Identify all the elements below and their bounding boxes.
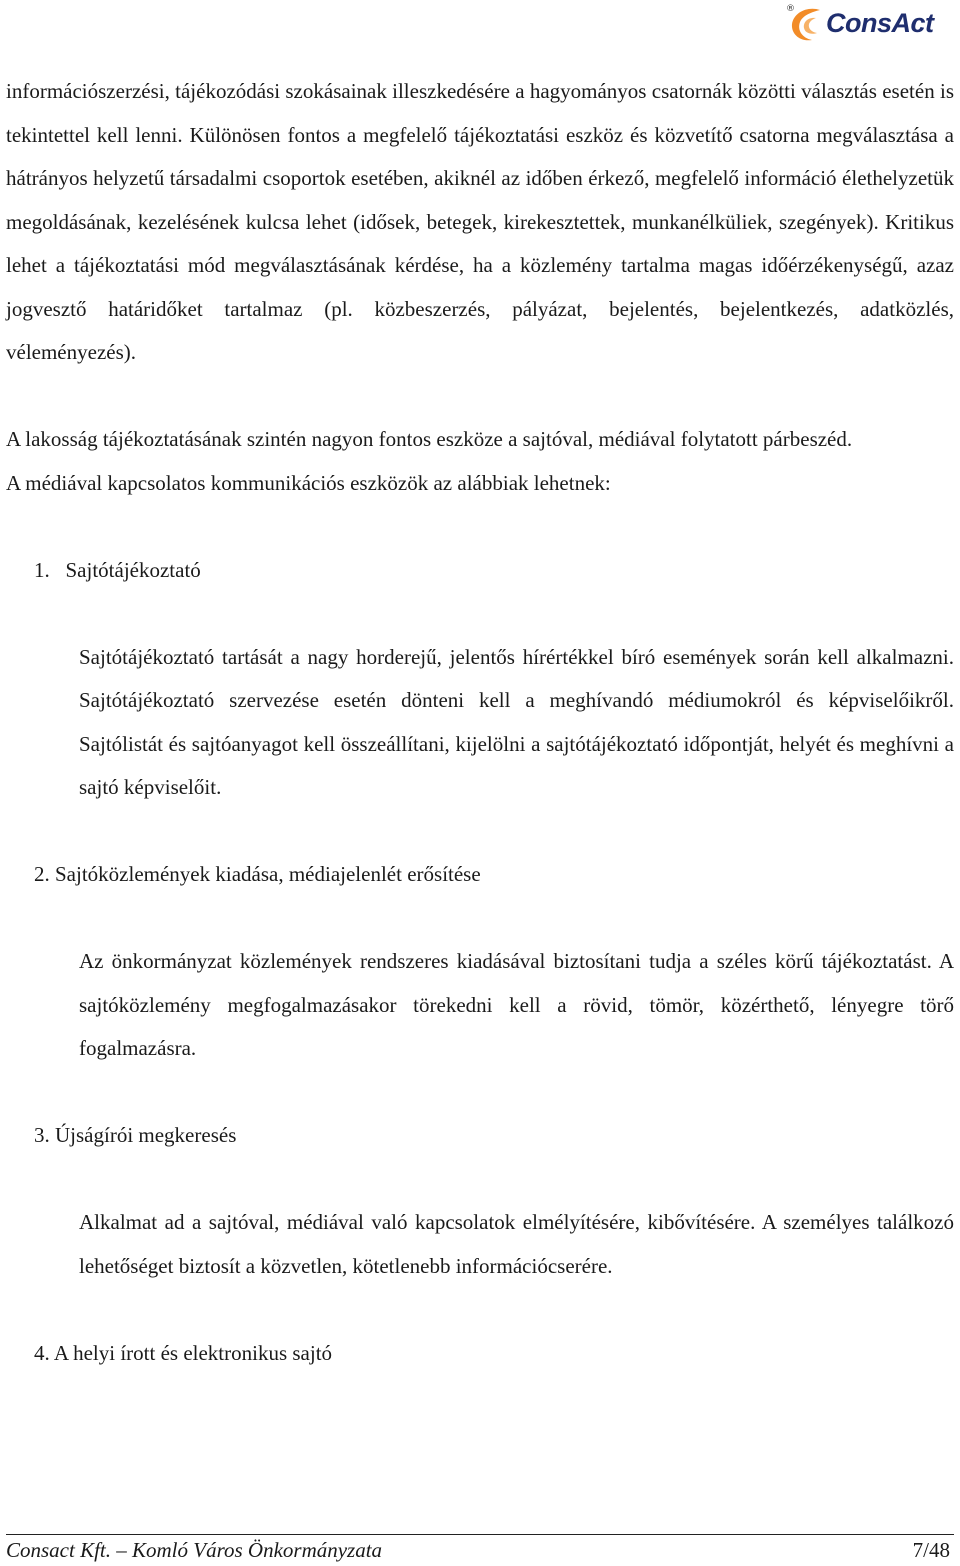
registered-mark: ® <box>786 4 795 14</box>
logo-mark-icon <box>786 4 826 44</box>
paragraph-tools-intro: A médiával kapcsolatos kommunikációs eszközök az alábbiak lehetnek: <box>6 470 611 495</box>
footer-title: Consact Kft. – Komló Város Önkormányzata <box>6 1538 383 1562</box>
list-item-heading: 2. Sajtóközlemények kiadása, médiajelenlét erősítése <box>34 862 481 886</box>
paragraph-media-dialogue: A lakosság tájékoztatásának szintén nagyon fontos eszköze a sajtóval, médiával folytatott párbeszéd. <box>6 427 853 451</box>
list-item-heading: 3. Újságírói megkeresés <box>34 1123 237 1147</box>
list-item-text: Sajtótájékoztató tartását a nagy horderejű, jelentős hírértékkel bíró események során kell alkalmazni. Sajtótájékoztató szervezése esetén dönteni kell a meghívandó médiumokról és képviselőikről. Sajtólistát és sajtóanyagot kell összeállítani, kijelölni a sajtótájékoztató időpontját, helyét és meghívni a sajtó képviselőit. <box>79 644 954 799</box>
consact-logo <box>784 4 952 44</box>
list-item-text: Alkalmat ad a sajtóval, médiával való kapcsolatok elmélyítésére, kibővítésére. A személyes találkozó lehetőséget biztosít a közvetlen, kötetlenebb információcserére. <box>79 1210 954 1278</box>
document-body <box>6 70 954 1375</box>
logo-wordmark: ConsAct <box>826 8 934 38</box>
page-number: 7/48 <box>912 1538 950 1562</box>
list-item-heading: 4. A helyi írott és elektronikus sajtó <box>34 1340 333 1365</box>
paragraph-intro: információszerzési, tájékozódási szokásainak illeszkedésére a hagyományos csatornák közötti választás esetén is tekintettel kell lenni. Különösen fontos a megfelelő tájékoztatási eszköz és közvetítő csatorna megválasztása a hátrányos helyzetű társadalmi csoportok esetében, akiknél az időben érkező, megfelelő információ élethelyzetük megoldásának, kezelésének kulcsa lehet (idősek, betegek, kirekesztettek, munkanélküliek, szegények). Kritikus lehet a tájékoztatási mód megválasztásának kérdése, ha a közlemény tartalma magas időérzékenységű, azaz jogvesztő határidőket tartalmaz (pl. közbeszerzés, pályázat, bejelentés, bejelentkezés, adatközlés, véleményezés). <box>6 79 954 364</box>
list-item-heading: 1. Sajtótájékoztató <box>34 557 201 582</box>
page-footer <box>6 1534 954 1565</box>
list-item-text: Az önkormányzat közlemények rendszeres kiadásával biztosítani tudja a széles körű tájékoztatást. A sajtóközlemény megfogalmazásakor törekedni kell a rövid, tömör, közérthető, lényegre törő fogalmazásra. <box>79 949 954 1060</box>
